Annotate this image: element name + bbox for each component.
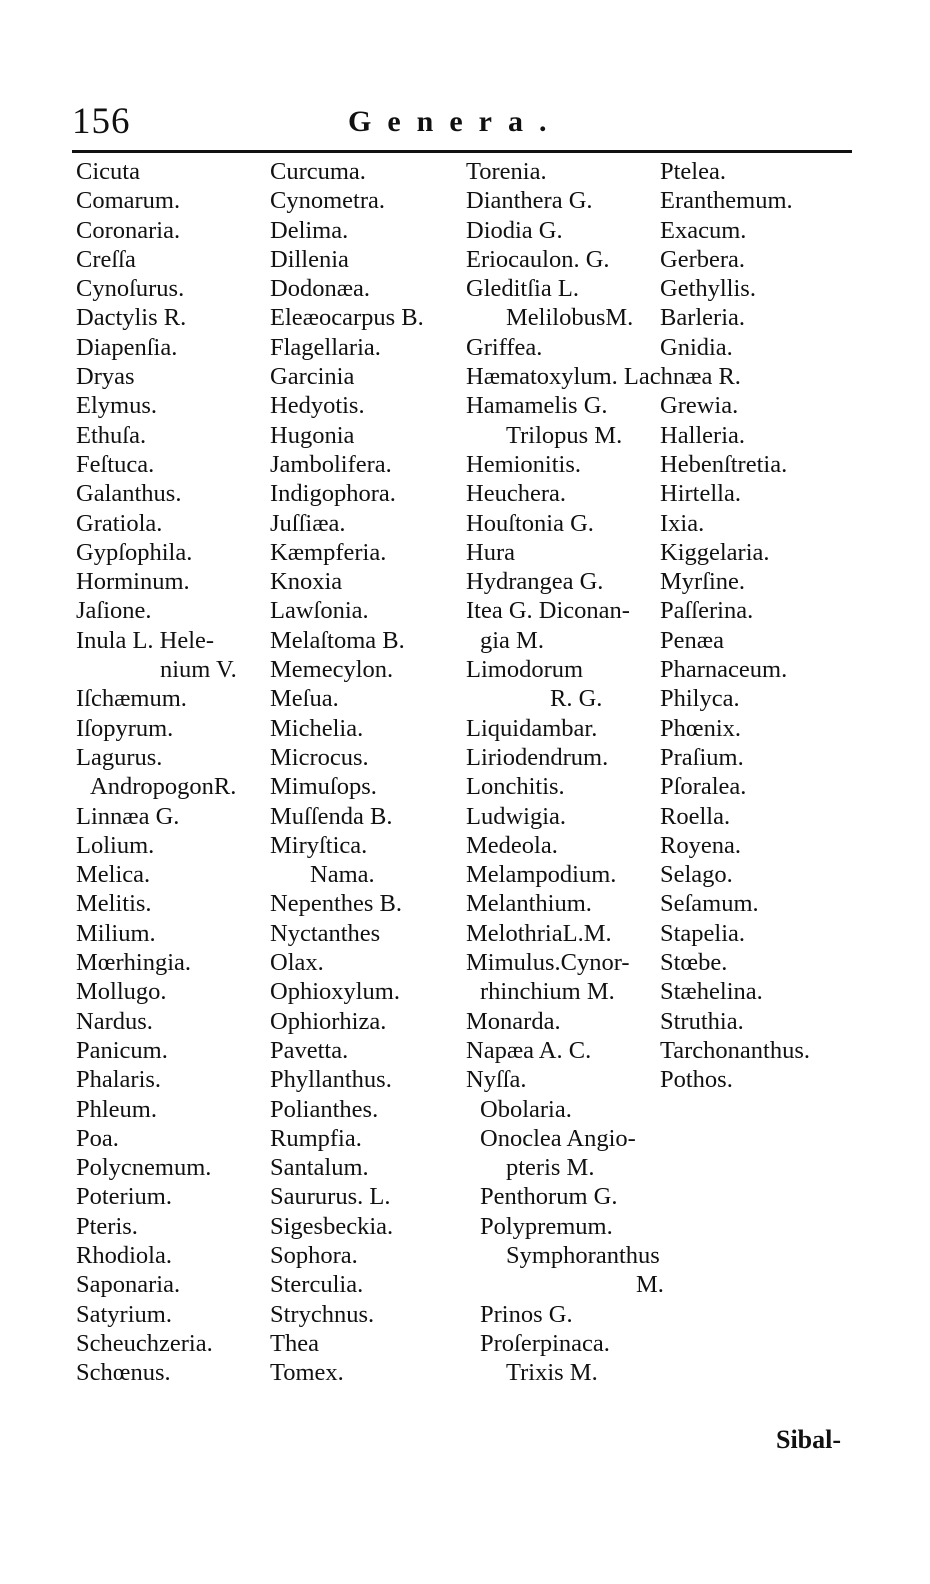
genus-entry: Pavetta. [270,1036,349,1064]
genus-entry: Milium. [76,919,156,947]
genus-entry: Sigesbeckia. [270,1212,394,1240]
genus-entry [660,362,810,391]
genus-entry: Liquidambar. [466,714,598,742]
genus-entry: Gratiola. [76,509,163,537]
genus-entry: Schœnus. [76,1359,171,1387]
genus-entry: Hæmatoxylum. Lachnæa R. [466,363,741,391]
genus-entry: Heuchera. [466,480,566,508]
genus-entry: Comarum. [76,187,181,215]
genus-entry: Barleria. [660,304,746,332]
genus-entry: Eleæocarpus B. [270,304,424,332]
genus-entry: Struthia. [660,1007,744,1035]
genus-entry: Diodia G. [466,216,563,244]
genus-entry: Feſtuca. [76,450,155,478]
genus-entry: Stapelia. [660,919,746,947]
genus-entry: Pteris. [76,1212,138,1240]
genus-entry: Penæa [660,626,724,654]
running-title: Genera. [348,105,563,138]
genus-entry: Creſſa [76,245,136,273]
genus-entry: Jaſione. [76,597,152,625]
genus-entry: Medeola. [466,831,558,859]
genus-entry: Cynoſurus. [76,275,185,303]
genus-entry: Onoclea Angio- [480,1124,636,1152]
genus-entry: Melica. [76,861,151,889]
genus-entry: Gethyllis. [660,275,756,303]
genus-entry: Strychnus. [270,1300,375,1328]
genus-entry: Melaſtoma B. [270,626,405,654]
genus-entry: Memecylon. [270,656,394,684]
genus-entry-continuation: rhinchium M. [480,978,615,1006]
genus-entry: Ophioxylum. [270,978,400,1006]
genus-entry: Itea G. Diconan- [466,597,630,625]
genus-entry: Iſopyrum. [76,714,174,742]
genus-entry: Hirtella. [660,480,741,508]
genus-entry: Liriodendrum. [466,743,609,771]
genus-entry: Hugonia [270,421,355,449]
genera-column-1 [76,157,237,1387]
genus-entry: Mimulus.Cynor- [466,949,630,977]
genus-entry: Curcuma. [270,158,366,185]
genus-entry: Mollugo. [76,978,167,1006]
genus-entry: Nyctanthes [270,919,381,947]
genus-entry: Pſoralea. [660,773,747,801]
genus-entry: Microcus. [270,743,369,771]
genera-column-2 [270,157,424,1387]
genus-entry: Tomex. [270,1359,344,1387]
genus-entry-continuation: R. G. [550,685,603,713]
genus-entry: Eriocaulon. G. [466,245,610,273]
genus-entry: Gleditſia L. [466,275,579,303]
genus-entry: Jambolifera. [270,450,392,478]
genus-entry: Exacum. [660,216,747,244]
genus-entry: Dillenia [270,245,349,273]
genus-entry: Indigophora. [270,480,396,508]
genus-entry: Lonchitis. [466,773,565,801]
genus-entry: MelothriaL.M. [466,919,612,947]
genus-entry: Grewia. [660,392,739,420]
genus-entry: Nyſſa. [466,1066,527,1094]
genus-entry: Scheuchzeria. [76,1329,213,1357]
genus-entry: Dryas [76,363,135,391]
genus-entry: Sophora. [270,1241,358,1269]
genus-entry: Horminum. [76,568,190,596]
genus-entry: Royena. [660,831,741,859]
genus-entry: Miryſtica. [270,831,368,859]
genus-entry: Polianthes. [270,1095,379,1123]
genus-entry: Proſerpinaca. [480,1329,610,1357]
genus-entry: Symphoranthus [506,1241,660,1269]
genus-entry: Nepenthes B. [270,890,402,918]
genus-entry: Cicuta [76,158,140,185]
genus-entry: Phleum. [76,1095,157,1123]
genus-entry: Napæa A. C. [466,1036,592,1064]
genus-entry: Monarda. [466,1007,561,1035]
genus-entry: Meſua. [270,685,339,713]
genus-entry: Selago. [660,861,733,889]
genus-entry: Trilopus M. [506,421,623,449]
genus-entry-continuation: pteris M. [506,1154,595,1182]
genus-entry: AndropogonR. [90,773,237,801]
genus-entry: Saururus. L. [270,1183,391,1211]
genus-entry: Elymus. [76,392,157,420]
genus-entry: Lagurus. [76,743,163,771]
genus-entry: Satyrium. [76,1300,172,1328]
genus-entry: Dianthera G. [466,187,593,215]
genus-entry: Hebenſtretia. [660,450,788,478]
genus-entry: Mœrhingia. [76,949,191,977]
genus-entry: Linnæa G. [76,802,180,830]
genus-entry: Melampodium. [466,861,617,889]
genus-entry: Ludwigia. [466,802,567,830]
genus-entry: Phyllanthus. [270,1066,392,1094]
genus-entry-continuation: M. [636,1271,664,1299]
genus-entry: Rumpfia. [270,1124,362,1152]
genus-entry: Hydrangea G. [466,568,604,596]
genus-entry: Dodonæa. [270,275,371,303]
genus-entry: Saponaria. [76,1271,181,1299]
genus-entry: Ptelea. [660,158,726,185]
genus-entry: Panicum. [76,1036,168,1064]
genus-entry: Coronaria. [76,216,181,244]
genus-entry: Knoxia [270,568,343,596]
genus-entry: Torenia. [466,158,547,185]
genera-column-4 [660,157,810,1095]
genus-entry: Gnidia. [660,333,733,361]
genus-entry: Galanthus. [76,480,182,508]
genus-entry: Rhodiola. [76,1241,172,1269]
genus-entry: Kæmpferia. [270,538,387,566]
genus-entry: Polypremum. [480,1212,613,1240]
genus-entry: Poterium. [76,1183,172,1211]
genus-entry: Olax. [270,949,324,977]
genus-entry: Polycnemum. [76,1154,212,1182]
genus-entry: Houſtonia G. [466,509,594,537]
genus-entry: Roella. [660,802,731,830]
genus-entry: Myrſine. [660,568,746,596]
genus-entry: Gerbera. [660,245,746,273]
genus-entry: Melitis. [76,890,152,918]
genus-entry: Hamamelis G. [466,392,608,420]
genus-entry: Griffea. [466,333,543,361]
header-rule [72,150,852,153]
genus-entry: Nardus. [76,1007,153,1035]
genus-entry: Ixia. [660,509,705,537]
genus-entry: Inula L. Hele- [76,626,215,654]
genus-entry: Seſamum. [660,890,759,918]
genus-entry: Gypſophila. [76,538,193,566]
genus-entry: Mimuſops. [270,773,377,801]
genus-entry: Obolaria. [480,1095,572,1123]
genus-entry: Limodorum [466,656,584,684]
genus-entry: Philyca. [660,685,740,713]
genus-entry: Cynometra. [270,187,385,215]
genus-entry: Juſſiæa. [270,509,346,537]
genus-entry: Praſium. [660,743,744,771]
genus-entry: Nama. [310,861,375,889]
genus-entry: Muſſenda B. [270,802,393,830]
genus-entry: Phalaris. [76,1066,162,1094]
genus-entry: MelilobusM. [506,304,634,332]
genus-entry: Iſchæmum. [76,685,187,713]
genus-entry: Lawſonia. [270,597,369,625]
genus-entry: Michelia. [270,714,364,742]
genus-entry: Stæhelina. [660,978,763,1006]
genus-entry: Melanthium. [466,890,592,918]
genus-entry: Hura [466,538,515,566]
genus-entry: Lolium. [76,831,155,859]
genus-entry: Tarchonanthus. [660,1036,811,1064]
genus-entry: Pothos. [660,1066,733,1094]
genus-entry: Ophiorhiza. [270,1007,387,1035]
genus-entry: Diapenſia. [76,333,178,361]
genus-entry: Santalum. [270,1154,369,1182]
genus-entry: Garcinia [270,363,355,391]
genus-entry: Hemionitis. [466,450,582,478]
genus-entry: Pharnaceum. [660,656,788,684]
genus-entry: Dactylis R. [76,304,187,332]
genus-entry: Prinos G. [480,1300,573,1328]
genus-entry: Kiggelaria. [660,538,770,566]
genus-entry: Delima. [270,216,349,244]
genus-entry: Thea [270,1329,319,1357]
genus-entry: Penthorum G. [480,1183,618,1211]
genus-entry: Flagellaria. [270,333,381,361]
catchword: Sibal- [776,1425,842,1454]
genus-entry: Stœbe. [660,949,728,977]
genus-entry: Poa. [76,1124,119,1152]
page-number: 156 [72,101,131,142]
genus-entry: Trixis M. [506,1359,598,1387]
genus-entry: Halleria. [660,421,746,449]
genus-entry: Ethuſa. [76,421,147,449]
genus-entry-continuation: gia M. [480,626,544,654]
genus-entry: Paſſerina. [660,597,754,625]
genus-entry-continuation: nium V. [160,656,237,684]
genus-entry: Hedyotis. [270,392,365,420]
genus-entry: Phœnix. [660,714,742,742]
genus-entry: Sterculia. [270,1271,364,1299]
genus-entry: Eranthemum. [660,187,793,215]
